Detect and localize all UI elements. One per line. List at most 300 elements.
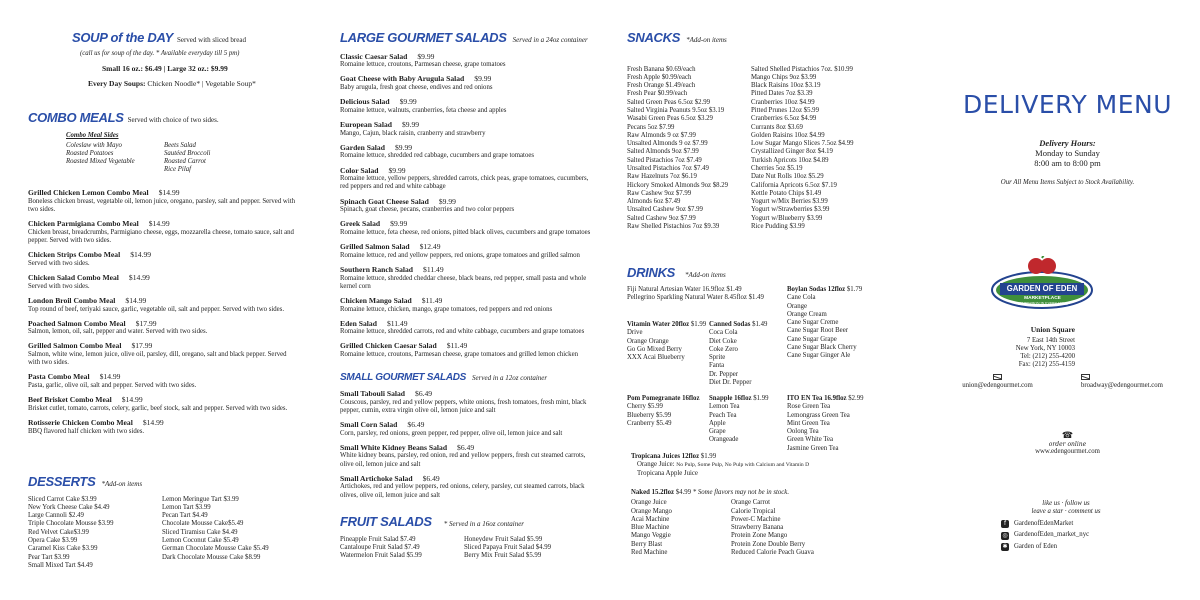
- menu-item-name: Grilled Salmon Salad: [340, 242, 410, 252]
- column-2: [340, 0, 592, 600]
- snack-item: Unsalted Cashew 9oz $7.99: [627, 206, 703, 214]
- snack-item: Kettle Potato Chips $1.49: [751, 189, 822, 197]
- snacks-list: [627, 66, 877, 232]
- itoen-list: [787, 403, 887, 453]
- drinks-heading: [627, 265, 877, 281]
- menu-item-line: [340, 319, 592, 329]
- snack-item: Turkish Apricots 10oz $4.89: [751, 156, 829, 164]
- menu-item-description: Baby arugula, fresh goat cheese, endives and red onions: [340, 84, 493, 92]
- store-info: [955, 325, 1075, 370]
- menu-item-name: Chicken Parmigiana Combo Meal: [28, 219, 139, 229]
- drink-item: Diet Dr. Pepper: [709, 378, 752, 386]
- drink-item: Orange Mango: [631, 507, 672, 515]
- delivery-days: Monday to Sunday: [1035, 148, 1100, 159]
- fruit-salad-item: Cantaloupe Fruit Salad $7.49: [340, 543, 420, 551]
- fruit-salads-section: [340, 514, 592, 560]
- snack-item: Pecans 5oz $7.99: [627, 123, 675, 131]
- store-tel: Tel: (212) 255-4200: [1020, 353, 1075, 361]
- menu-item-price: $11.49: [423, 264, 444, 274]
- mail-icon: [1081, 374, 1090, 380]
- menu-item-description: Served with two sides.: [28, 259, 90, 267]
- menu-item-price: $14.99: [148, 219, 170, 229]
- menu-item-description: Boneless chicken breast, vegetable oil, lemon juice, oregano, parsley, salt and pepper. Served with two sides.: [28, 198, 296, 214]
- itoen-title: ITO EN Tea 16.9floz: [787, 395, 847, 402]
- column-1: [28, 0, 298, 600]
- dessert-item: Pear Tart $3.99: [28, 553, 70, 561]
- dessert-item: New York Cheese Cake $4.49: [28, 503, 110, 511]
- snacks-subtitle: *Add-on items: [686, 36, 727, 44]
- social-line2: leave a star · comment us: [1031, 508, 1101, 516]
- dessert-item: Chocolate Mousse Cake$5.49: [162, 520, 244, 528]
- snack-item: Fresh Orange $1.49/each: [627, 82, 696, 90]
- naked-price: $4.99: [675, 489, 692, 496]
- canned-list: [709, 329, 787, 387]
- menu-item-price: $9.99: [388, 165, 406, 175]
- dessert-item: Lemon Meringue Tart $3.99: [162, 495, 239, 503]
- small-salads-heading: [340, 372, 592, 384]
- vitamin-title: Vitamin Water 20floz: [627, 321, 690, 328]
- menu-item: [340, 265, 592, 291]
- drink-item: Cane Cola: [787, 294, 816, 302]
- menu-item-description: Romaine lettuce, yellow peppers, shredded carrots, chick peas, grape tomatoes, cucumbers, red peppers and red and white cabbage: [340, 175, 589, 191]
- menu-item-line: [340, 242, 592, 252]
- snack-item: Golden Raisins 10oz $4.99: [751, 131, 825, 139]
- soup-title: SOUP of the DAY: [72, 30, 173, 45]
- menu-item-name: Spinach Goat Cheese Salad: [340, 196, 429, 206]
- menu-item-name: Eden Salad: [340, 318, 377, 328]
- menu-item-line: [340, 443, 592, 453]
- pom-list: [627, 403, 703, 428]
- snapple-title: Snapple 16floz: [709, 395, 752, 402]
- menu-item: [340, 420, 592, 438]
- menu-item: [28, 296, 298, 314]
- desserts-left: [28, 496, 162, 571]
- menu-item-price: $9.99: [390, 219, 408, 229]
- menu-item: [340, 74, 592, 92]
- drinks-section: [627, 265, 877, 556]
- drink-item: Mango Veggie: [631, 532, 671, 540]
- menu-item: [340, 242, 592, 260]
- menu-item-line: [28, 188, 298, 198]
- drink-item: Blue Machine: [631, 524, 670, 532]
- menu-item: [340, 443, 592, 469]
- social-link[interactable]: [1001, 531, 1131, 539]
- menu-item-line: [340, 143, 592, 153]
- combo-heading: [28, 110, 298, 126]
- menu-item-description: Romaine lettuce, croutons, Parmesan cheese, grape tomatoes: [340, 61, 506, 69]
- drink-item: Protein Zone Double Berry: [731, 540, 806, 548]
- snack-item: Mango Chips 9oz $3.99: [751, 73, 817, 81]
- menu-item-name: Color Salad: [340, 165, 379, 175]
- naked-right: [731, 499, 814, 557]
- drink-item: Fanta: [709, 362, 725, 370]
- snack-item: Wasabi Green Peas 6.5oz $3.29: [627, 115, 713, 123]
- drinks-naked: [631, 489, 881, 557]
- drinks-water: [627, 286, 787, 303]
- drink-item: Orange Cream: [787, 310, 827, 318]
- drink-item: Cranberry $5.49: [627, 419, 672, 427]
- menu-item-name: Chicken Strips Combo Meal: [28, 250, 121, 260]
- drink-item: Cane Sugar Creme: [787, 319, 839, 327]
- large-salads-subtitle: Served in a 24oz container: [512, 36, 588, 44]
- menu-item: [28, 319, 298, 337]
- drink-item: Reduced Calorie Peach Guava: [731, 548, 814, 556]
- snack-item: Salted Cashew 9oz $7.99: [627, 214, 696, 222]
- pom-title: Pom Pomegranate 16floz: [627, 395, 700, 402]
- snack-item: Fresh Pear $0.99/each: [627, 90, 688, 98]
- store-addr2: New York, NY 10003: [1015, 345, 1075, 353]
- snack-item: Salted Pistachios 7oz $7.49: [627, 156, 702, 164]
- menu-item-line: [340, 265, 592, 275]
- drink-item: Calorie Tropical: [731, 507, 776, 515]
- menu-item-line: [340, 74, 592, 84]
- snacks-heading: [627, 30, 877, 46]
- drink-item: Dr. Pepper: [709, 370, 739, 378]
- menu-item-price: $14.99: [130, 250, 152, 260]
- menu-item-description: Salmon, white wine, lemon juice, olive oil, parsley, dill, oregano, salt and black pepper. Served with two sides.: [28, 351, 287, 367]
- drink-item: Cane Sugar Black Cherry: [787, 343, 857, 351]
- menu-item-name: Beef Brisket Combo Meal: [28, 395, 112, 405]
- side-item: Roasted Potatoes: [66, 149, 114, 157]
- menu-item-description: Brisket cutlet, tomato, carrots, celery, garlic, beef stock, salt and pepper. Served with two sides.: [28, 404, 288, 412]
- drink-item: Cherry $5.99: [627, 403, 663, 411]
- menu-item-description: White kidney beans, parsley, red onion, red and yellow peppers, fresh cut steamed carrots, olive oil, lemon juice and salt: [340, 452, 586, 468]
- social-link[interactable]: [1001, 520, 1131, 528]
- snacks-title: SNACKS: [627, 30, 681, 45]
- soup-subtitle: Served with sliced bread: [176, 36, 246, 44]
- delivery-hours-title: Delivery Hours:: [1039, 138, 1096, 148]
- desserts-right: [162, 496, 269, 571]
- menu-item-line: [28, 296, 298, 306]
- dessert-item: Sliced Carrot Cake $3.99: [28, 495, 97, 503]
- order-online[interactable]: [945, 430, 1190, 456]
- itoen-price: $2.99: [848, 395, 864, 402]
- soup-sizes: Small 16 oz.: $6.49 | Large 32 oz.: $9.99: [102, 63, 228, 73]
- snack-item: Hickory Smoked Almonds 9oz $8.29: [627, 181, 729, 189]
- soup-note: (call us for soup of the day. * Available everyday till 5 pm): [80, 49, 240, 57]
- fruit-salad-item: Pineapple Fruit Salad $7.49: [340, 535, 416, 543]
- menu-item-description: Romaine lettuce, chicken, mango, grape tomatoes, red peppers and red onions: [340, 305, 553, 313]
- snack-item: Cranberries 10oz $4.99: [751, 98, 815, 106]
- menu-item: [28, 418, 298, 436]
- menu-item-price: $6.49: [422, 473, 440, 483]
- fruit-salads-list: [340, 536, 592, 561]
- soup-heading: [72, 30, 302, 46]
- menu-item-name: Grilled Chicken Lemon Combo Meal: [28, 188, 149, 198]
- menu-item-line: [28, 219, 298, 229]
- side-item: Roasted Carrot: [164, 158, 206, 166]
- delivery-title: DELIVERY MENU: [962, 90, 1173, 119]
- social-label: Garden of Eden: [1014, 542, 1058, 550]
- menu-item-name: Small Tabouli Salad: [340, 389, 406, 398]
- logo-tag: "TEMPTATION IN EVERY AISLE": [1015, 302, 1070, 306]
- soup-every-value: Chicken Noodle* | Vegetable Soup*: [147, 78, 256, 88]
- dessert-item: Small Mixed Tart $4.49: [28, 561, 93, 569]
- menu-item: [28, 273, 298, 291]
- small-salad-items: [340, 389, 592, 500]
- menu-item-line: [28, 273, 298, 283]
- snack-item: Currants 8oz $3.69: [751, 123, 803, 131]
- drink-item: Go Go Mixed Berry: [627, 345, 682, 353]
- menu-item: [340, 389, 592, 415]
- menu-item-description: Romaine lettuce, shredded carrots, red and white cabbage, cucumbers and grape tomatoes: [340, 328, 585, 336]
- soup-every-day: [88, 79, 302, 88]
- drink-item: Blueberry $5.99: [627, 411, 672, 419]
- order-online-label: order online: [1048, 440, 1087, 448]
- menu-item-line: [340, 389, 592, 399]
- combo-section: [28, 110, 298, 441]
- dessert-item: Lemon Tart $3.99: [162, 503, 211, 511]
- drink-item: Jasmine Green Tea: [787, 444, 839, 452]
- drink-item: Orange: [787, 302, 808, 310]
- menu-item-line: [28, 372, 298, 382]
- menu-item-line: [28, 250, 298, 260]
- snacks-right: [751, 66, 854, 232]
- drink-item: Orange Orange: [627, 337, 669, 345]
- menu-item-description: Romaine lettuce, shredded red cabbage, cucumbers and grape tomatoes: [340, 152, 535, 160]
- dessert-item: Red Velvet Cake$3.99: [28, 528, 89, 536]
- menu-item-description: Chicken breast, breadcrumbs, Parmigiano cheese, eggs, mozzarella cheese, tomato sauce, salt and pepper. Served with two sides.: [28, 228, 294, 245]
- logo-text: GARDEN OF EDEN: [1006, 284, 1078, 293]
- snacks-left: [627, 66, 751, 232]
- menu-item: [340, 97, 592, 115]
- menu-item-price: $14.99: [99, 372, 121, 382]
- email-broadway[interactable]: broadway@edengourmet.com: [1081, 382, 1163, 389]
- drinks-itoen: [787, 395, 887, 453]
- menu-item-price: $9.99: [401, 119, 420, 129]
- column-3: [627, 0, 877, 600]
- menu-item-line: [340, 120, 592, 130]
- snack-item: Almonds 6oz $7.49: [627, 198, 681, 206]
- website-link[interactable]: www.edengourmet.com: [1035, 447, 1100, 455]
- menu-item-price: $11.49: [446, 341, 468, 351]
- menu-item: [340, 296, 592, 314]
- menu-item: [28, 372, 298, 390]
- menu-item-description: Top round of beef, teriyaki sauce, garlic, vegetable oil, salt and pepper. Served with two sides.: [28, 305, 285, 313]
- drink-item: Grape: [709, 428, 726, 436]
- email-union-block[interactable]: [945, 374, 1050, 390]
- menu-item-description: Romaine lettuce, walnuts, cranberries, feta cheese and apples: [340, 106, 507, 114]
- menu-item-price: $9.99: [394, 142, 413, 152]
- drinks-snapple: [709, 395, 787, 445]
- menu-item-name: Delicious Salad: [340, 97, 390, 107]
- combo-sides: [66, 142, 298, 175]
- snack-item: Raw Almonds 9 oz $7.99: [627, 131, 696, 139]
- store-addr1: 7 East 14th Street: [1026, 337, 1075, 344]
- combo-sides-right: [164, 142, 210, 175]
- fruit-salad-item: Honeydew Fruit Salad $5.99: [464, 535, 543, 543]
- menu-item-price: $17.99: [135, 318, 157, 328]
- vitamin-price: $1.99: [690, 321, 707, 328]
- fruit-salads-subtitle: * Served in a 16oz container: [443, 520, 525, 528]
- drink-item: Berry Blast: [631, 540, 663, 548]
- menu-item-line: [28, 418, 298, 428]
- social-line1: like us · follow us: [1042, 500, 1090, 507]
- snapple-list: [709, 403, 787, 444]
- drink-pellegrino: Pellegrino Sparkling Natural Water 8.45floz $1.49: [627, 294, 764, 302]
- drink-item: Apple: [709, 419, 726, 427]
- menu-item-price: $9.99: [474, 74, 492, 84]
- dessert-item: Pecan Tart $4.49: [162, 512, 208, 520]
- dessert-item: Large Cannoli $2.49: [28, 512, 84, 520]
- snack-item: Low Sugar Mango Slices 7.5oz $4.99: [751, 140, 854, 148]
- menu-item-price: $12.49: [419, 242, 441, 252]
- snack-item: Salted Virginia Peanuts 9.5oz $3.19: [627, 107, 725, 114]
- drink-item: Acai Machine: [631, 515, 670, 523]
- menu-item-description: Salmon, lemon, oil, salt, pepper and water. Served with two sides.: [28, 328, 208, 336]
- menu-item-name: Chicken Mango Salad: [340, 295, 412, 305]
- combo-sides-left: [66, 142, 164, 175]
- combo-items: [28, 188, 298, 435]
- menu-item-price: $11.49: [421, 295, 443, 305]
- menu-item-description: BBQ flavored half chicken with two sides.: [28, 427, 145, 435]
- menu-item-line: [340, 97, 592, 107]
- snack-item: Crystallized Ginger 8oz $4.19: [751, 148, 833, 156]
- snack-item: Date Nut Rolls 10oz $5.29: [751, 173, 824, 181]
- yelp-icon: ✱: [1002, 542, 1008, 550]
- snack-item: Pitted Dates 7oz $3.39: [751, 90, 813, 98]
- drink-item: Green White Tea: [787, 436, 834, 444]
- social-list: [1001, 520, 1131, 550]
- dessert-item: Sliced Tiramisu Cake $4.49: [162, 528, 238, 536]
- store-fax: Fax: (212) 255-4159: [1018, 361, 1075, 369]
- vitamin-list: [627, 329, 707, 362]
- menu-item-description: Romaine lettuce, croutons, Parmesan cheese, grape tomatoes and grilled lemon chicken: [340, 351, 578, 359]
- menu-item-price: $17.99: [131, 341, 153, 351]
- soup-section: [72, 30, 302, 88]
- menu-item-name: Poached Salmon Combo Meal: [28, 318, 126, 328]
- menu-item-name: Greek Salad: [340, 219, 381, 229]
- trop-price: $1.99: [700, 453, 717, 460]
- menu-item: [340, 52, 592, 70]
- naked-title: Naked 15.2floz: [631, 489, 675, 496]
- desserts-subtitle: *Add-on items: [101, 480, 143, 488]
- menu-item: [340, 166, 592, 192]
- canned-title: Canned Sodas: [709, 321, 751, 328]
- drinks-vitamin: [627, 321, 707, 362]
- fruit-salads-title: FRUIT SALADS: [340, 514, 432, 529]
- snacks-section: [627, 30, 877, 231]
- naked-left: [631, 499, 731, 557]
- desserts-title: DESSERTS: [28, 474, 96, 489]
- large-salads-title: LARGE GOURMET SALADS: [340, 30, 507, 45]
- menu-item-description: Romaine lettuce, red and yellow peppers, red onions, grape tomatoes and grilled salmon: [340, 251, 580, 259]
- desserts-list: [28, 496, 298, 571]
- menu-item-name: Grilled Salmon Combo Meal: [28, 341, 122, 351]
- snack-item: Black Raisins 10oz $3.19: [751, 82, 821, 90]
- drink-item: Diet Coke: [709, 337, 737, 345]
- boylan-title: Boylan Sodas 12floz: [787, 286, 846, 293]
- drink-item: Cane Sugar Ginger Ale: [787, 352, 851, 360]
- menu-item-description: Spinach, goat cheese, pecans, cranberries and two color peppers: [340, 206, 515, 214]
- drink-item: Mint Green Tea: [787, 419, 830, 427]
- side-item: Beets Salad: [164, 141, 196, 149]
- menu-item-line: [340, 474, 592, 484]
- snack-item: Yogurt w/Strawberries $3.99: [751, 206, 830, 214]
- menu-item-name: Southern Ranch Salad: [340, 264, 414, 274]
- boylan-price: $1.79: [846, 286, 863, 293]
- column-4: [945, 0, 1190, 600]
- snack-item: California Apricots 6.5oz $7.19: [751, 181, 837, 189]
- menu-item-name: European Salad: [340, 119, 392, 129]
- menu-item: [28, 341, 298, 367]
- menu-item-price: $14.99: [121, 395, 143, 405]
- canned-price: $1.49: [752, 321, 768, 328]
- snapple-price: $1.99: [753, 395, 769, 402]
- drink-item: Cane Sugar Root Beer: [787, 327, 848, 335]
- small-salads-title: SMALL GOURMET SALADS: [340, 372, 467, 383]
- snack-item: Fresh Banana $0.69/each: [627, 65, 696, 73]
- snack-item: Yogurt w/Blueberry $3.99: [751, 214, 823, 222]
- snack-item: Yogurt w/Mix Berries $3.99: [751, 198, 828, 206]
- email-union[interactable]: union@edengourmet.com: [962, 382, 1033, 389]
- menu-item-line: [28, 395, 298, 405]
- snack-item: Cranberries 6.5oz $4.99: [751, 115, 817, 123]
- stock-note: Our All Menu Items Subject to Stock Availability.: [1000, 178, 1135, 186]
- instagram-icon: ◎: [1002, 531, 1008, 539]
- drink-item: Power-C Machine: [731, 515, 781, 523]
- menu-item-price: $11.49: [386, 318, 408, 328]
- dessert-item: Lemon Coconut Cake $5.49: [162, 537, 239, 544]
- menu-item-price: $6.49: [407, 419, 425, 429]
- drinks-subtitle: *Add-on items: [685, 271, 726, 279]
- snack-item: Salted Almonds 9oz $7.99: [627, 148, 699, 156]
- menu-item: [340, 219, 592, 237]
- drink-item: Coca Cola: [709, 329, 738, 337]
- menu-item-name: Chicken Salad Combo Meal: [28, 273, 119, 283]
- menu-item-line: [28, 319, 298, 329]
- snack-item: Raw Hazelnuts 7oz $6.19: [627, 173, 697, 181]
- drink-item: Protein Zone Mango: [731, 532, 788, 540]
- menu-item-description: Pasta, garlic, olive oil, salt and pepper. Served with two sides.: [28, 382, 197, 390]
- menu-item-description: Corn, parsley, red onions, green pepper, red pepper, olive oil, lemon juice and salt: [340, 429, 563, 437]
- drink-item: Cane Sugar Grape: [787, 335, 837, 343]
- menu-item: [28, 395, 298, 413]
- menu-item-line: [340, 341, 592, 351]
- menu-item-description: Romaine lettuce, shredded cheddar cheese, black beans, red pepper, small pasta and whole kernel corn: [340, 274, 587, 290]
- drink-item: Coke Zero: [709, 345, 738, 353]
- dessert-item: Caramel Kiss Cake $3.99: [28, 545, 98, 553]
- menu-item: [340, 341, 592, 359]
- menu-item-line: [340, 219, 592, 229]
- email-broadway-block[interactable]: [1057, 374, 1187, 390]
- drink-item: Drive: [627, 329, 643, 337]
- menu-item-name: Pasta Combo Meal: [28, 372, 90, 382]
- menu-item-price: $14.99: [158, 188, 180, 198]
- drinks-tropicana: [631, 453, 881, 478]
- drinks-canned: [709, 321, 787, 387]
- snack-item: Salted Shelled Pistachios 7oz. $10.99: [751, 65, 853, 73]
- menu-item-line: [340, 420, 592, 430]
- desserts-heading: [28, 474, 298, 490]
- menu-item-name: Small White Kidney Beans Salad: [340, 442, 448, 452]
- soup-every-label: Every Day Soups:: [88, 78, 146, 88]
- social-section: [1001, 500, 1131, 554]
- side-item: Rice Pilaf: [164, 166, 191, 174]
- snack-item: Cherries 5oz $5.19: [751, 164, 803, 172]
- menu-item-price: $6.49: [457, 442, 475, 452]
- snack-item: Raw Shelled Pistachios 7oz $9.39: [627, 222, 720, 230]
- menu-item: [340, 474, 592, 500]
- fruit-salad-item: Berry Mix Fruit Salad $5.99: [464, 552, 542, 560]
- menu-item: [340, 120, 592, 138]
- facebook-icon: f: [1001, 520, 1009, 528]
- dessert-item: Triple Chocolate Mousse $3.99: [28, 520, 114, 528]
- drink-item: Sprite: [709, 354, 726, 362]
- delivery-times: 8:00 am to 8:00 pm: [1034, 158, 1101, 169]
- social-link[interactable]: [1001, 543, 1131, 551]
- combo-title: COMBO MEALS: [28, 110, 124, 125]
